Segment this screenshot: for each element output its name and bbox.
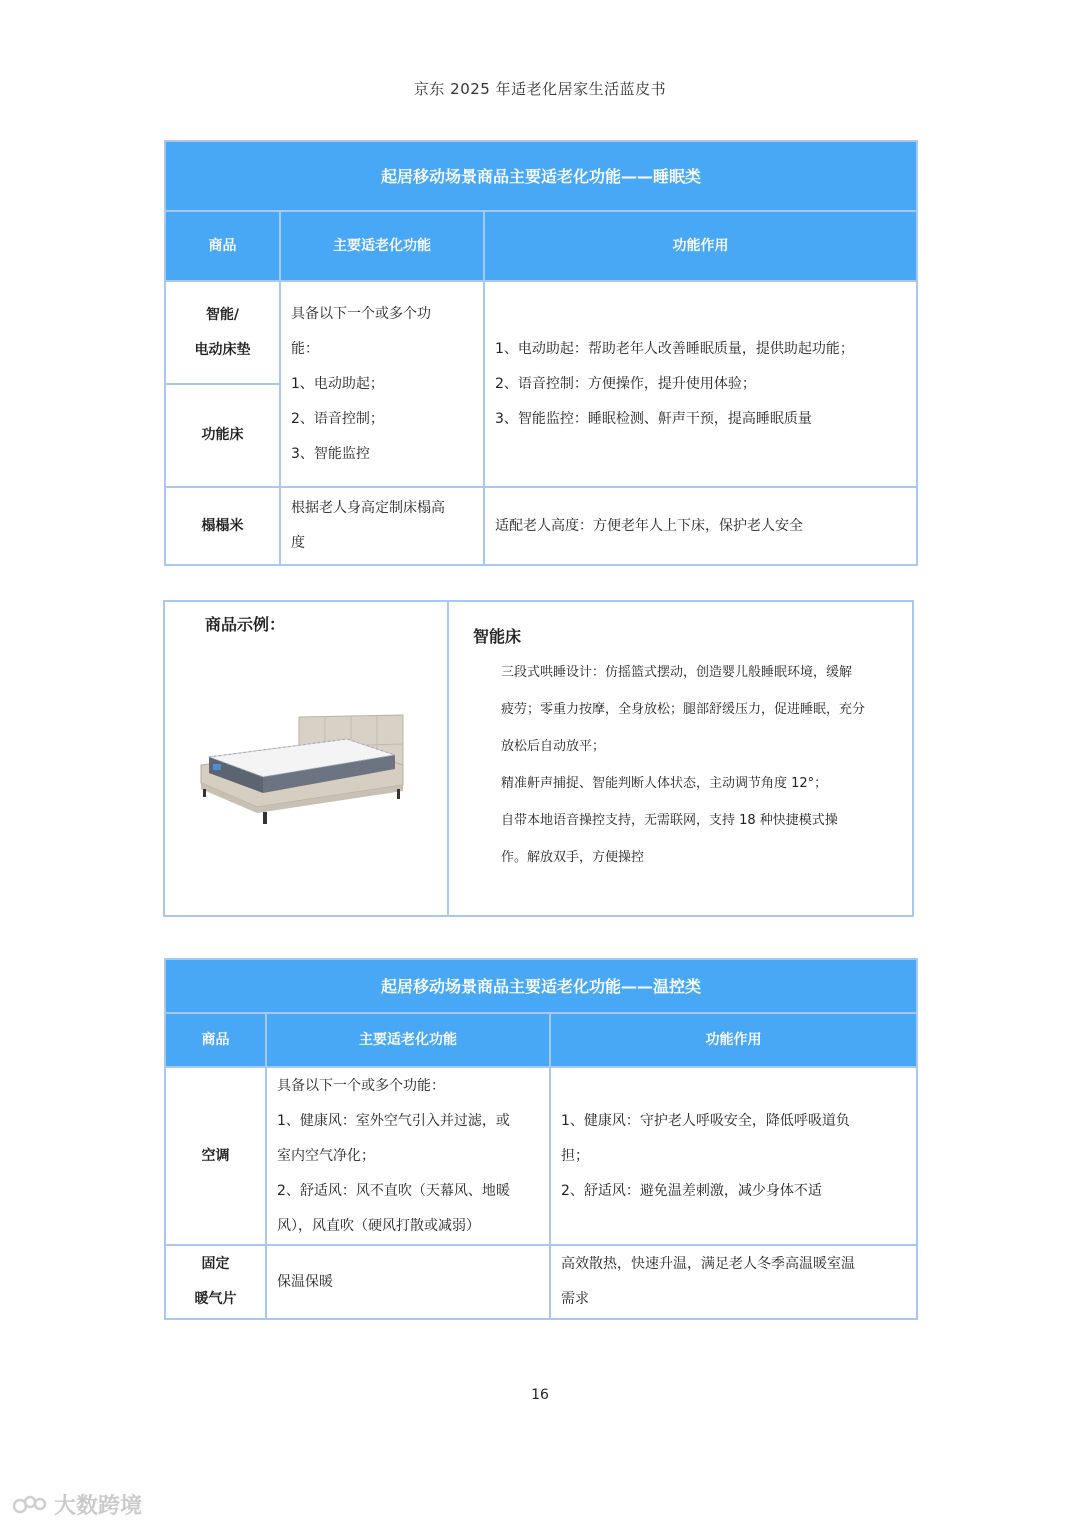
page-header: 京东 2025 年适老化居家生活蓝皮书 (413, 80, 667, 98)
product-cell: 榻榻米 (165, 487, 280, 565)
product-cell: 空调 (165, 1067, 266, 1245)
column-header-feature: 主要适老化功能 (280, 211, 484, 281)
watermark-text: 大数跨境 (54, 1494, 143, 1519)
product-name: 智能床 (473, 627, 522, 646)
description-line: 作。解放双手，方便操控 (501, 850, 645, 865)
column-header-product: 商品 (165, 211, 280, 281)
example-image-panel (165, 602, 449, 915)
smart-bed-image (199, 707, 409, 827)
effect-line: 高效散热，快速升温，满足老人冬季高温暖室温 (561, 1256, 855, 1272)
product-name-line: 智能/ (205, 306, 240, 323)
column-header-feature: 主要适老化功能 (266, 1013, 550, 1067)
feature-line: 1、电动助起； (291, 375, 384, 392)
table-title: 起居移动场景商品主要适老化功能——睡眠类 (165, 141, 917, 211)
product-cell: 功能床 (165, 384, 280, 487)
effect-line: 1、健康风：守护老人呼吸安全，降低呼吸道负 (561, 1112, 850, 1129)
effect-line: 2、舒适风：避免温差刺激，减少身体不适 (561, 1182, 822, 1199)
effect-cell (484, 281, 917, 487)
column-header-product: 商品 (165, 1013, 266, 1067)
product-example-box (163, 600, 914, 917)
effect-cell: 适配老人高度：方便老年人上下床，保护老人安全 (484, 487, 917, 565)
table-title: 起居移动场景商品主要适老化功能——温控类 (165, 959, 917, 1013)
description-line: 自带本地语音操控支持，无需联网，支持 18 种快捷模式操 (501, 813, 838, 828)
temperature-function-table (164, 958, 918, 1320)
column-header-effect: 功能作用 (550, 1013, 917, 1067)
sleep-function-table (164, 140, 918, 566)
feature-cell (266, 1067, 550, 1245)
product-name-line: 暖气片 (194, 1291, 237, 1307)
column-header-effect: 功能作用 (484, 211, 917, 281)
feature-line: 度 (291, 535, 305, 551)
effect-line: 需求 (561, 1291, 589, 1307)
watermark (12, 1489, 142, 1520)
watermark-logo-icon (12, 1494, 48, 1516)
description-line: 放松后自动放平； (501, 739, 606, 754)
feature-line: 1、健康风：室外空气引入并过滤，或 (277, 1112, 510, 1129)
description-line: 疲劳；零重力按摩，全身放松；腿部舒缓压力，促进睡眠，充分 (501, 702, 866, 717)
effect-cell (550, 1067, 917, 1245)
feature-line: 室内空气净化； (277, 1147, 375, 1164)
feature-line: 2、语音控制； (291, 410, 384, 427)
effect-line: 担； (561, 1147, 589, 1164)
example-text-panel (449, 602, 912, 915)
description-line: 三段式哄睡设计：仿摇篮式摆动，创造婴儿般睡眠环境，缓解 (501, 665, 853, 680)
feature-line: 风），风直吹（硬风打散或减弱） (277, 1217, 480, 1234)
product-cell (165, 281, 280, 384)
product-description (501, 654, 901, 876)
feature-cell (280, 281, 484, 487)
description-line: 精准鼾声捕捉、智能判断人体状态，主动调节角度 12°； (501, 776, 828, 791)
feature-line: 3、智能监控 (291, 445, 370, 462)
effect-line: 1、电动助起：帮助老年人改善睡眠质量，提供助起功能； (495, 340, 854, 357)
feature-cell: 保温保暖 (266, 1245, 550, 1319)
example-label: 商品示例： (205, 615, 286, 634)
feature-cell (280, 487, 484, 565)
feature-line: 能： (291, 340, 319, 357)
feature-line: 具备以下一个或多个功 (291, 305, 431, 322)
feature-line: 具备以下一个或多个功能： (277, 1077, 445, 1094)
page-number: 16 (531, 1387, 549, 1403)
feature-line: 根据老人身高定制床榻高 (291, 500, 445, 516)
product-cell (165, 1245, 266, 1319)
effect-line: 2、语音控制：方便操作，提升使用体验； (495, 375, 756, 392)
product-name-line: 电动床垫 (194, 341, 251, 358)
feature-line: 2、舒适风：风不直吹（天幕风、地暖 (277, 1182, 510, 1199)
effect-cell (550, 1245, 917, 1319)
product-name-line: 固定 (201, 1256, 230, 1272)
effect-line: 3、智能监控：睡眠检测、鼾声干预，提高睡眠质量 (495, 410, 812, 427)
